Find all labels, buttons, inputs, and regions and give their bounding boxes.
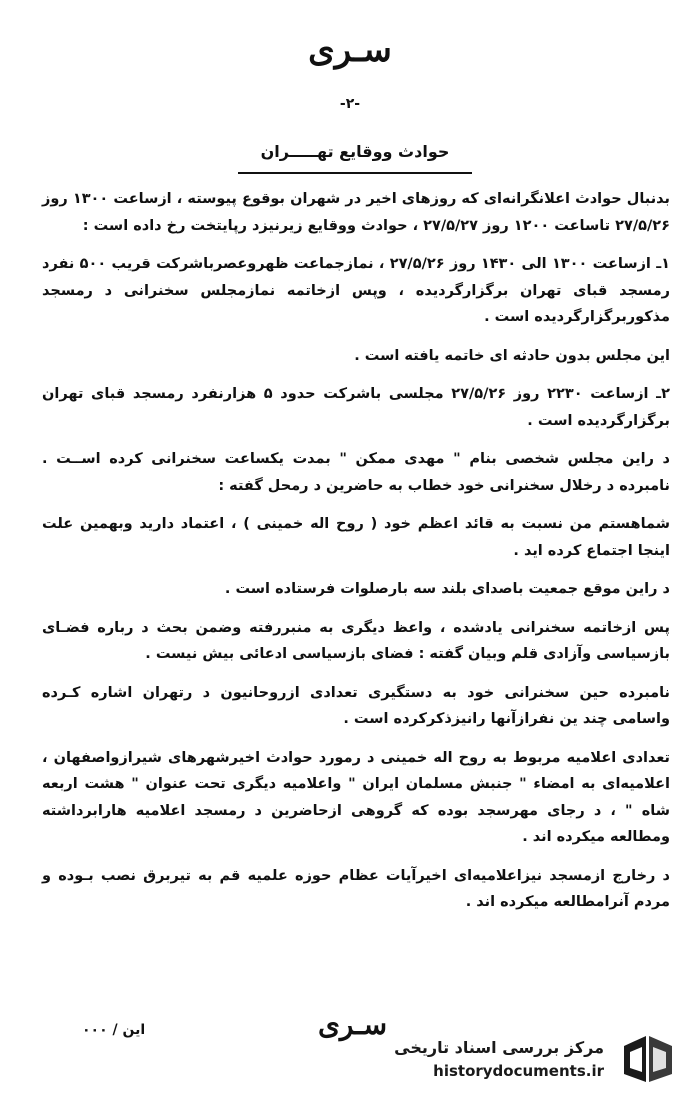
archive-logo-icon <box>616 1032 680 1088</box>
paragraph: د راین موقع جمعیت باصدای بلند سه بارصلوات فرستاده است . <box>224 581 670 597</box>
paragraph: این مجلس بدون حادثه ای خاتمه یافته است . <box>354 347 670 364</box>
watermark <box>394 1030 682 1088</box>
paragraph: تعدادی اعلامیه مربوط به روح اله خمینی د رمورد حوادث اخیرشهرهای شیرازواصفهان ، اعلامیه‌ای به امضاء " جنبش مسلمان ایران " واعلامیه دیگری تحت عنوان " هشت اربعه شاه " ، د رجای مهرسجد بوده که گروهی ازحاضرین د رمسجد اعلامیه هارابرداشته ومطالعه میکرده اند . <box>42 749 670 845</box>
watermark-url: historydocuments.ir <box>433 1062 604 1080</box>
page-number: -۲- <box>339 96 361 112</box>
paragraph: ۱ـ ازساعت ۱۳۰۰ الی ۱۴۳۰ روز ۲۷/۵/۲۶ ، نمازجماعت ظهروعصرباشرکت قریب ۵۰۰ نفرد رمسجد قبای تهران برگزارگردیده ، وپس ازخاتمه نمازمجلس سخنرانی د رمسجد مذکوربرگزارگردیده است . <box>42 256 671 325</box>
paragraph: بدنبال حوادث اعلانگرانه‌ای که روزهای اخیر در شهران بوقوع پیوسته ، ازساعت ۱۳۰۰ روز ۲۷/۵/۲۶ تاساعت ۱۲۰۰ روز ۲۷/۵/۲۷ ، حوادث ووقایع زیرنیزد رپایتخت رخ داده است : <box>42 191 670 234</box>
document-heading: حوادث ووقایع تهـــــران <box>260 142 450 161</box>
classification-stamp-bottom: سـرى <box>318 1008 388 1041</box>
heading-underline <box>238 172 472 174</box>
paragraph: د راین مجلس شخصی بنام " مهدی ممکن " بمدت یکساعت سخنرانی کرده اســت . نامبرده د رخلال سخنرانی خود خطاب به حاضرین د رمحل گفته : <box>42 451 670 494</box>
paragraph: ۲ـ ازساعت ۲۲۳۰ روز ۲۷/۵/۲۶ مجلسی باشرکت حدود ۵ هزارنفرد رمسجد قبای تهران برگزارگردیده است . <box>42 386 670 429</box>
document-body <box>42 186 670 928</box>
footer-continuation-note: این / ۰۰۰ <box>82 1022 146 1038</box>
classification-stamp-top: سـرى <box>308 30 392 70</box>
paragraph: شماهستم من نسبت به قائد اعظم خود ( روح اله خمینی ) ، اعتماد دارید وبهمین علت اینجا اجتماع کرده اید . <box>42 516 670 559</box>
paragraph: پس ازخاتمه سخنرانی یادشده ، واعظ دیگری به منبررفته وضمن بحث د رباره فضـای بازسیاسی وآزادی قلم وبیان گفته : فضای بازسیاسی ادعائی بیش نیست . <box>42 619 670 662</box>
paragraph: نامبرده حین سخنرانی خود به دستگیری تعدادی ازروحانیون د رتهران اشاره کـرده واسامی چند ین نفرازآنها رانیزذکرکرده است . <box>42 684 670 727</box>
watermark-title: مرکز بررسی اسناد تاریخی <box>394 1038 604 1057</box>
paragraph: د رخارج ازمسجد نیزاعلامیه‌ای اخیرآیات عظام حوزه علمیه قم به تیربرق نصب بـوده و مردم آنرامطالعه میکرده اند . <box>42 867 670 910</box>
